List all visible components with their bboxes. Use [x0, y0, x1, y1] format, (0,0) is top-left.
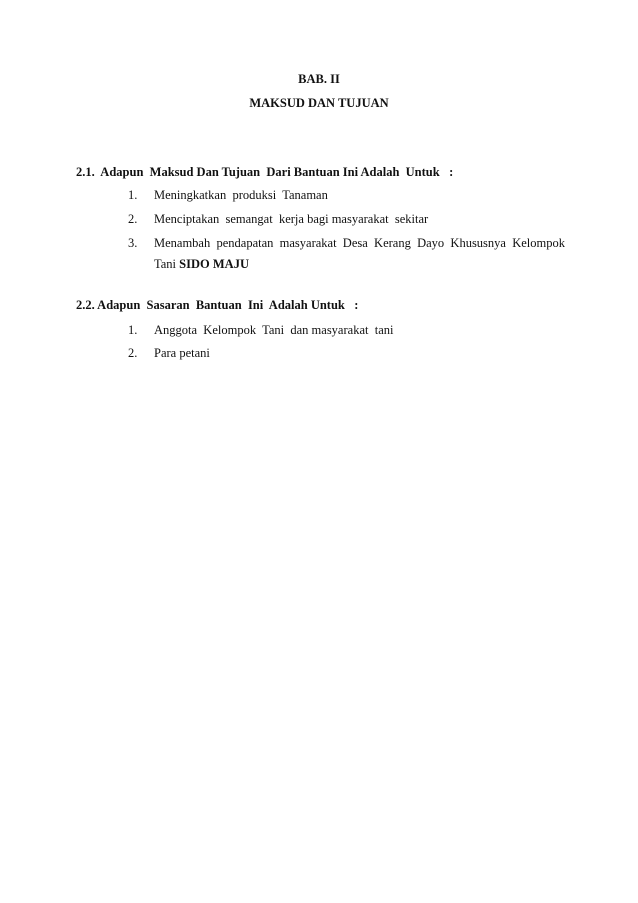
list-item-number: 3. [128, 236, 138, 250]
list-item-continuation [154, 257, 249, 272]
group-name: SIDO MAJU [179, 257, 249, 271]
continuation-prefix: Tani [154, 257, 180, 271]
list-item-number: 1. [128, 188, 138, 202]
list-item [128, 212, 428, 227]
list-item [128, 236, 565, 251]
list-item-text: Anggota Kelompok Tani dan masyarakat tani [154, 323, 394, 337]
section-heading-2-2: 2.2. Adapun Sasaran Bantuan Ini Adalah Untuk : [76, 298, 359, 312]
chapter-title: MAKSUD DAN TUJUAN [249, 96, 389, 110]
list-item-number: 1. [128, 323, 138, 337]
list-item-text: Meningkatkan produksi Tanaman [154, 188, 328, 202]
list-item-text: Para petani [154, 346, 210, 360]
list-item-number: 2. [128, 212, 138, 226]
chapter-label: BAB. II [298, 72, 340, 86]
list-item [128, 188, 328, 203]
list-item [128, 346, 210, 361]
list-item-text: Menambah pendapatan masyarakat Desa Kerang Dayo Khususnya Kelompok [154, 236, 565, 250]
list-item [128, 323, 393, 338]
list-item-text: Menciptakan semangat kerja bagi masyarakat sekitar [154, 212, 429, 226]
section-heading-2-1: 2.1. Adapun Maksud Dan Tujuan Dari Bantuan Ini Adalah Untuk : [76, 165, 454, 179]
list-item-number: 2. [128, 346, 138, 360]
